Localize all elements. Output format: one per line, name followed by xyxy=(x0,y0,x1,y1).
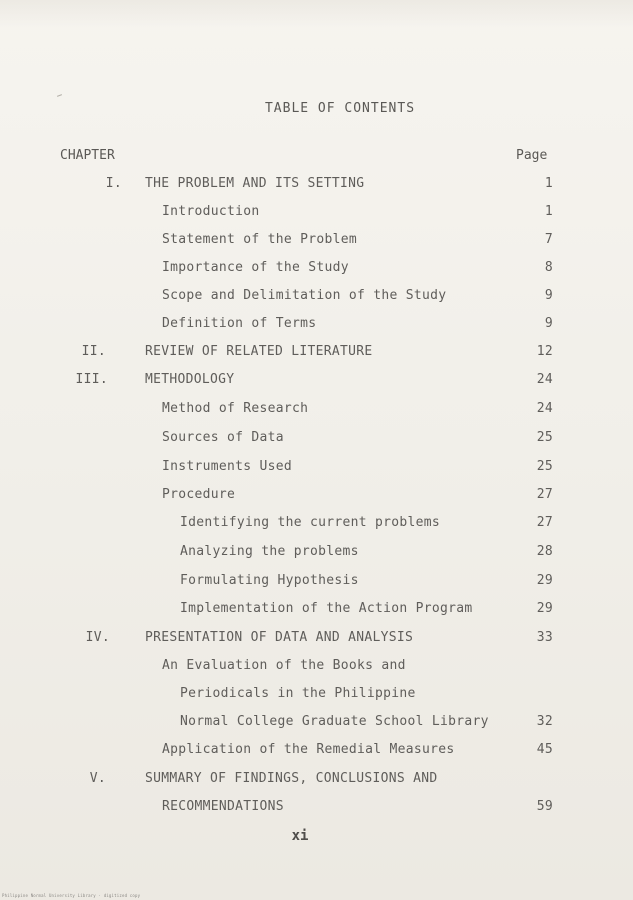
entry-title: Statement of the Problem xyxy=(162,232,358,247)
entry-page: 25 xyxy=(536,459,553,474)
toc-entry xyxy=(0,714,633,734)
entry-page: 45 xyxy=(536,742,553,757)
toc-entry xyxy=(0,316,633,336)
chapter-number: I. xyxy=(105,176,122,191)
entry-page: 59 xyxy=(536,799,553,814)
entry-page: 9 xyxy=(544,316,553,331)
entry-page: 33 xyxy=(536,630,553,645)
entry-page: 9 xyxy=(544,288,553,303)
toc-entry xyxy=(0,344,633,364)
entry-page: 27 xyxy=(536,515,553,530)
entry-page: 28 xyxy=(536,544,553,559)
entry-page: 7 xyxy=(544,232,553,247)
entry-title: THE PROBLEM AND ITS SETTING xyxy=(145,176,365,191)
toc-entry xyxy=(0,260,633,280)
entry-page: 25 xyxy=(536,430,553,445)
toc-entry xyxy=(0,544,633,564)
entry-title: Sources of Data xyxy=(162,430,284,445)
toc-entry xyxy=(0,658,633,678)
page-column-header: Page xyxy=(516,148,548,163)
toc-entry xyxy=(0,176,633,196)
entry-page: 29 xyxy=(536,573,553,588)
entry-title: Formulating Hypothesis xyxy=(180,573,359,588)
entry-page: 8 xyxy=(544,260,553,275)
entry-title: Scope and Delimitation of the Study xyxy=(162,288,447,303)
chapter-column-header: CHAPTER xyxy=(60,148,115,163)
toc-entry xyxy=(0,799,633,819)
stray-mark xyxy=(57,94,62,97)
entry-title: Method of Research xyxy=(162,401,309,416)
entry-title: Periodicals in the Philippine xyxy=(180,686,416,701)
page-number: xi xyxy=(291,828,309,844)
entry-title: SUMMARY OF FINDINGS, CONCLUSIONS AND xyxy=(145,771,438,786)
entry-page: 24 xyxy=(536,372,553,387)
entry-title: Procedure xyxy=(162,487,236,502)
entry-page: 32 xyxy=(536,714,553,729)
toc-entry xyxy=(0,288,633,308)
toc-entry xyxy=(0,686,633,706)
toc-entry xyxy=(0,401,633,421)
toc-entry xyxy=(0,430,633,450)
entry-page: 27 xyxy=(536,487,553,502)
chapter-number: IV. xyxy=(85,630,110,645)
toc-entry xyxy=(0,515,633,535)
toc-entry xyxy=(0,601,633,621)
page-title: TABLE OF CONTENTS xyxy=(264,101,416,116)
toc-entry xyxy=(0,742,633,762)
chapter-number: III. xyxy=(75,372,108,387)
entry-title: Instruments Used xyxy=(162,459,293,474)
entry-page: 1 xyxy=(544,176,553,191)
entry-title: REVIEW OF RELATED LITERATURE xyxy=(145,344,373,359)
entry-title: Application of the Remedial Measures xyxy=(162,742,455,757)
entry-page: 24 xyxy=(536,401,553,416)
entry-title: Analyzing the problems xyxy=(180,544,359,559)
entry-title: PRESENTATION OF DATA AND ANALYSIS xyxy=(145,630,414,645)
toc-entry xyxy=(0,630,633,650)
entry-page: 12 xyxy=(536,344,553,359)
entry-title: METHODOLOGY xyxy=(145,372,235,387)
scan-watermark: Philippine Normal University Library · digitized copy xyxy=(2,893,141,898)
entry-title: Definition of Terms xyxy=(162,316,317,331)
toc-entry xyxy=(0,232,633,252)
toc-entry xyxy=(0,771,633,791)
toc-entry xyxy=(0,459,633,479)
chapter-number: II. xyxy=(81,344,106,359)
toc-entry xyxy=(0,487,633,507)
entry-page: 1 xyxy=(544,204,553,219)
entry-title: Introduction xyxy=(162,204,260,219)
toc-entry xyxy=(0,204,633,224)
toc-entry xyxy=(0,573,633,593)
toc-entry xyxy=(0,372,633,392)
entry-title: Identifying the current problems xyxy=(180,515,441,530)
entry-title: Implementation of the Action Program xyxy=(180,601,473,616)
chapter-number: V. xyxy=(89,771,106,786)
entry-page: 29 xyxy=(536,601,553,616)
entry-title: Normal College Graduate School Library xyxy=(180,714,489,729)
entry-title: RECOMMENDATIONS xyxy=(162,799,284,814)
entry-title: An Evaluation of the Books and xyxy=(162,658,406,673)
entry-title: Importance of the Study xyxy=(162,260,349,275)
